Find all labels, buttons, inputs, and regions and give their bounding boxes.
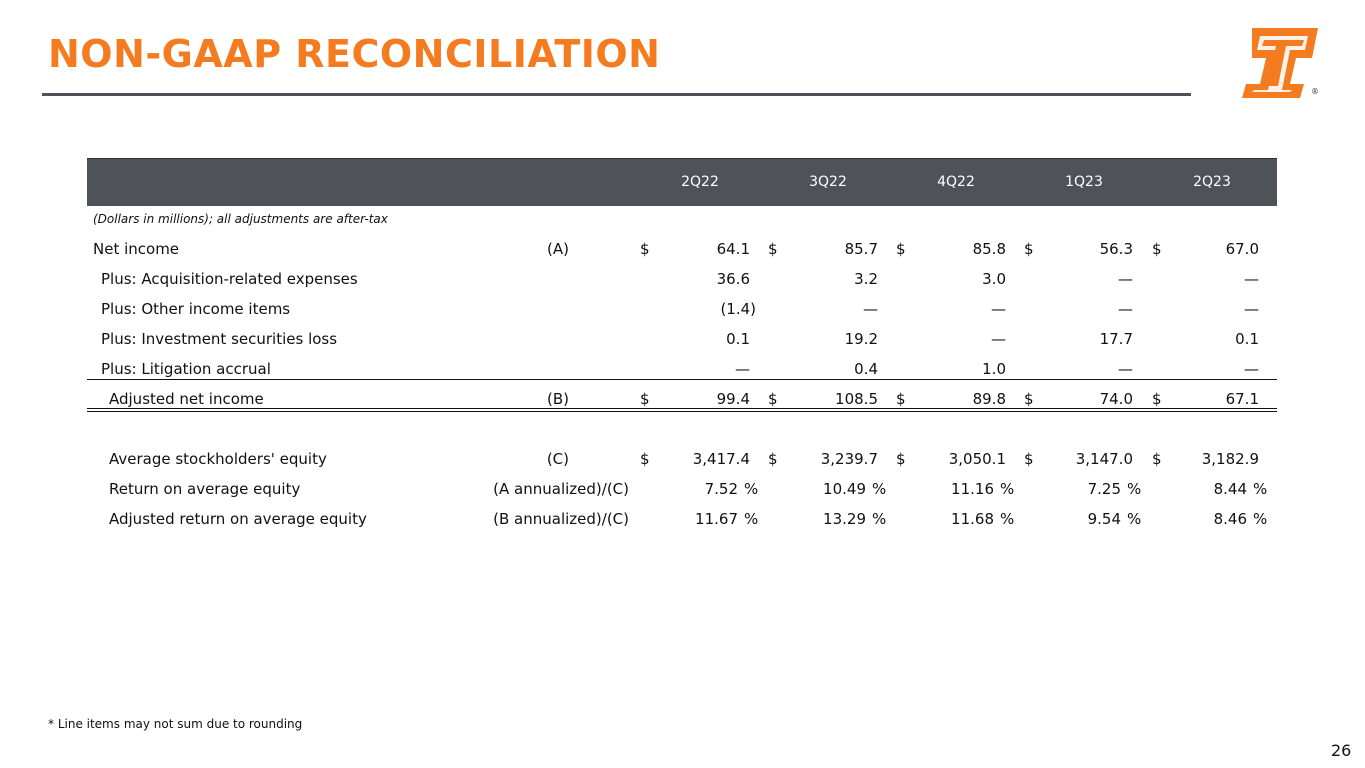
cell-value: (1.4): [720, 300, 756, 318]
cell-value: 13.29: [823, 510, 866, 528]
percent-unit: %: [1000, 510, 1015, 528]
cell-value: —: [863, 300, 878, 318]
cell-value: —: [1118, 360, 1133, 378]
cell-value: —: [1244, 360, 1259, 378]
currency-symbol: $: [640, 240, 650, 258]
column-header: 1Q23: [1065, 174, 1103, 190]
percent-unit: %: [872, 510, 887, 528]
row-label: Net income: [93, 240, 180, 258]
row-label: Adjusted net income: [109, 390, 264, 408]
currency-symbol: $: [1152, 240, 1162, 258]
percent-unit: %: [1253, 510, 1268, 528]
cell-value: 74.0: [1099, 390, 1133, 408]
cell-value: 3.2: [854, 270, 878, 288]
page-number: 26: [1331, 741, 1352, 760]
percent-unit: %: [1000, 480, 1015, 498]
currency-symbol: $: [1152, 450, 1162, 468]
row-label: Adjusted return on average equity: [109, 510, 367, 528]
cell-value: 19.2: [844, 330, 878, 348]
cell-value: 11.68: [951, 510, 994, 528]
cell-value: 8.46: [1213, 510, 1247, 528]
cell-value: 11.67: [695, 510, 738, 528]
percent-unit: %: [744, 510, 759, 528]
column-header: 3Q22: [809, 174, 847, 190]
cell-value: 3,147.0: [1075, 450, 1133, 468]
currency-symbol: $: [768, 390, 778, 408]
title-divider: [42, 93, 1191, 96]
currency-symbol: $: [896, 240, 906, 258]
currency-symbol: $: [896, 450, 906, 468]
row-reference: (A annualized)/(C): [493, 480, 629, 498]
currency-symbol: $: [1152, 390, 1162, 408]
cell-value: 0.4: [854, 360, 878, 378]
cell-value: 99.4: [716, 390, 750, 408]
table-row: [0, 390, 1365, 410]
cell-value: 10.49: [823, 480, 866, 498]
cell-value: 56.3: [1099, 240, 1133, 258]
table-row: [0, 270, 1365, 290]
table-row: [0, 450, 1365, 470]
table-row: [0, 300, 1365, 320]
table-header: [87, 158, 1277, 206]
cell-value: 0.1: [1235, 330, 1259, 348]
column-header: 4Q22: [937, 174, 975, 190]
table-row: [0, 360, 1365, 380]
currency-symbol: $: [1024, 390, 1034, 408]
table-row: [0, 510, 1365, 530]
cell-value: 0.1: [726, 330, 750, 348]
currency-symbol: $: [768, 450, 778, 468]
cell-value: 9.54: [1087, 510, 1121, 528]
row-label: Return on average equity: [109, 480, 301, 498]
cell-value: 7.52: [704, 480, 738, 498]
table-row: [0, 480, 1365, 500]
cell-value: 3.0: [982, 270, 1006, 288]
table-row: [0, 240, 1365, 260]
footnote: * Line items may not sum due to rounding: [48, 717, 303, 731]
cell-value: —: [1118, 300, 1133, 318]
cell-value: 36.6: [716, 270, 750, 288]
cell-value: 67.0: [1225, 240, 1259, 258]
row-label: Plus: Investment securities loss: [101, 330, 338, 348]
cell-value: 89.8: [972, 390, 1006, 408]
row-label: Average stockholders' equity: [109, 450, 327, 468]
subtotal-rule: [87, 379, 1277, 380]
currency-symbol: $: [1024, 450, 1034, 468]
percent-unit: %: [1253, 480, 1268, 498]
cell-value: 108.5: [835, 390, 878, 408]
row-label: Plus: Acquisition-related expenses: [101, 270, 358, 288]
cell-value: 3,417.4: [692, 450, 750, 468]
cell-value: 64.1: [716, 240, 750, 258]
cell-value: 7.25: [1087, 480, 1121, 498]
cell-value: 8.44: [1213, 480, 1247, 498]
cell-value: 3,182.9: [1201, 450, 1259, 468]
cell-value: —: [991, 330, 1006, 348]
row-reference: (C): [546, 450, 569, 468]
currency-symbol: $: [640, 450, 650, 468]
cell-value: —: [991, 300, 1006, 318]
cell-value: 85.8: [972, 240, 1006, 258]
cell-value: —: [1244, 270, 1259, 288]
currency-symbol: $: [768, 240, 778, 258]
cell-value: —: [735, 360, 750, 378]
cell-value: 67.1: [1225, 390, 1259, 408]
percent-unit: %: [1127, 510, 1142, 528]
cell-value: 11.16: [951, 480, 994, 498]
row-reference: (B annualized)/(C): [493, 510, 629, 528]
percent-unit: %: [872, 480, 887, 498]
table-note: (Dollars in millions); all adjustments are after-tax: [93, 212, 388, 226]
percent-unit: %: [1127, 480, 1142, 498]
currency-symbol: $: [896, 390, 906, 408]
percent-unit: %: [744, 480, 759, 498]
total-double-rule: [87, 408, 1277, 412]
row-label: Plus: Litigation accrual: [101, 360, 271, 378]
cell-value: 85.7: [844, 240, 878, 258]
cell-value: 3,239.7: [820, 450, 878, 468]
row-label: Plus: Other income items: [101, 300, 291, 318]
table-row: [0, 330, 1365, 350]
currency-symbol: $: [640, 390, 650, 408]
cell-value: 1.0: [982, 360, 1006, 378]
row-reference: (B): [547, 390, 569, 408]
page-title: NON-GAAP RECONCILIATION: [48, 32, 661, 76]
cell-value: 3,050.1: [948, 450, 1006, 468]
cell-value: 17.7: [1099, 330, 1133, 348]
column-header: 2Q22: [681, 174, 719, 190]
column-header: 2Q23: [1193, 174, 1231, 190]
cell-value: —: [1118, 270, 1133, 288]
currency-symbol: $: [1024, 240, 1034, 258]
registered-mark: ®: [1311, 87, 1319, 96]
cell-value: —: [1244, 300, 1259, 318]
row-reference: (A): [547, 240, 569, 258]
